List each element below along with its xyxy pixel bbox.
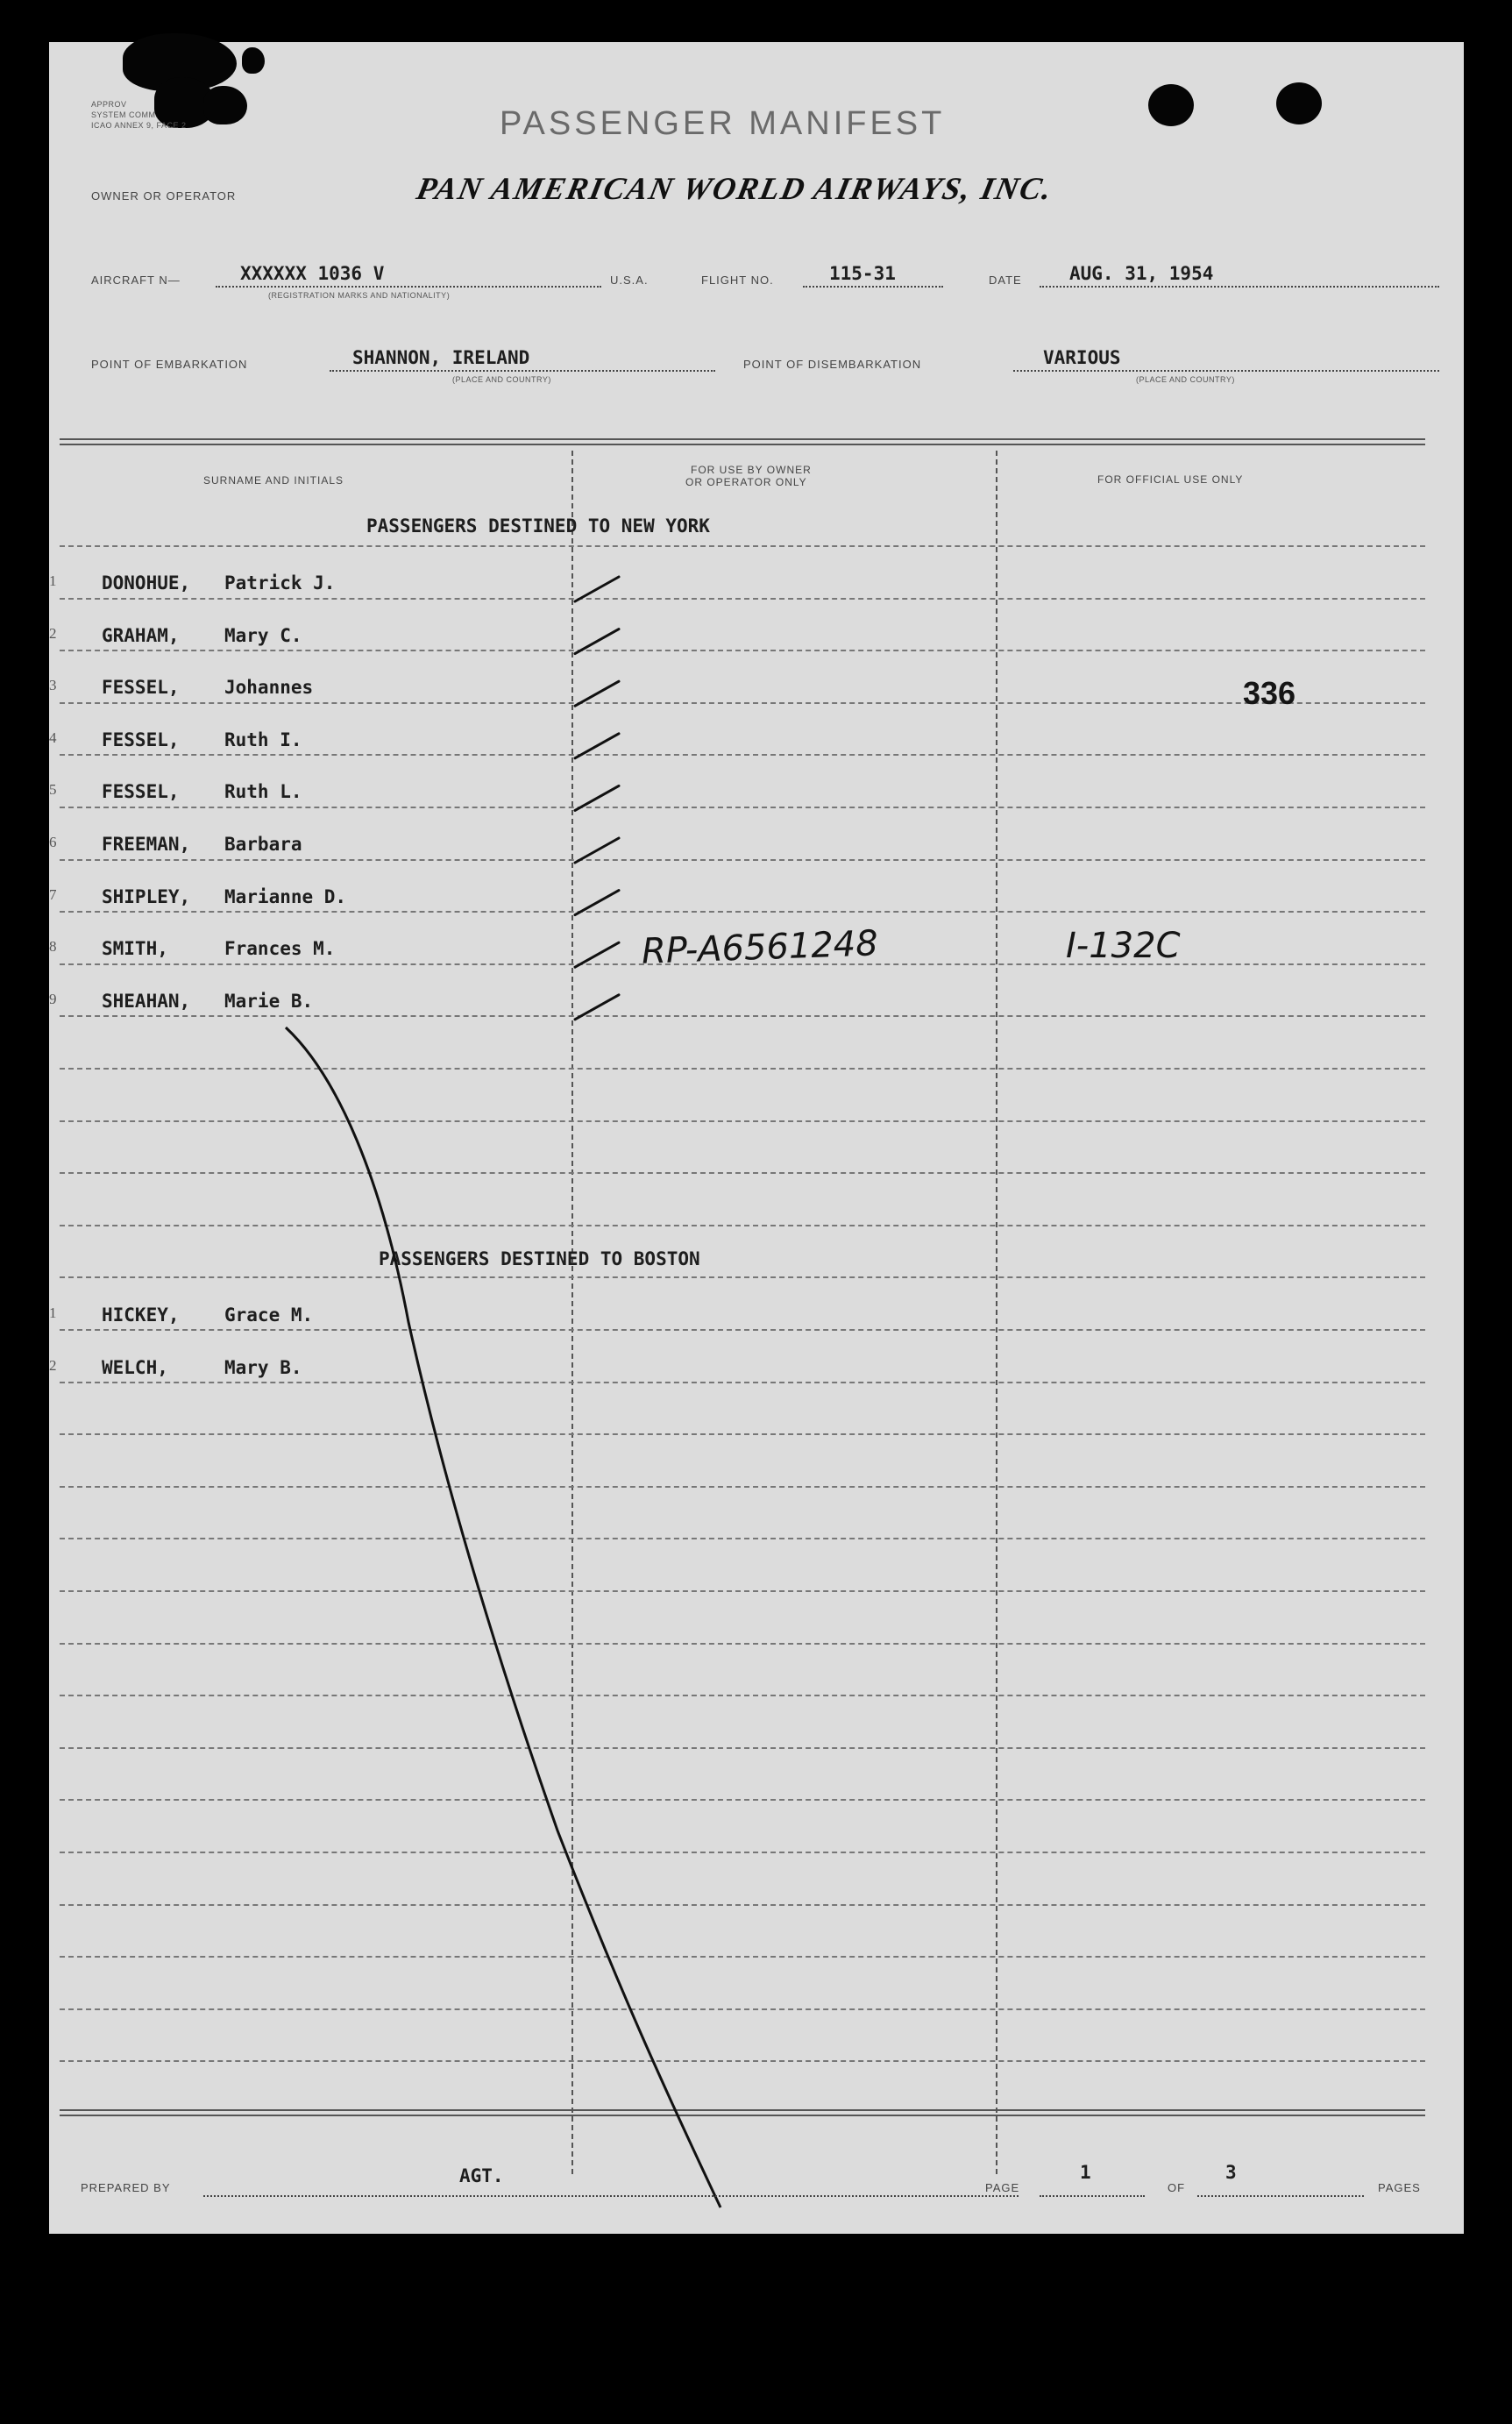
column-surname: SURNAME AND INITIALS — [203, 474, 344, 487]
approval-line: ICAO ANNEX 9, FACE 2 — [91, 121, 187, 130]
row-rule — [60, 807, 1425, 808]
column-owner-use: OR OPERATOR ONLY — [685, 476, 807, 488]
column-divider — [571, 451, 573, 2174]
row-rule — [60, 1015, 1425, 1017]
passenger-surname: SHEAHAN, — [102, 991, 191, 1012]
row-rule — [60, 598, 1425, 600]
column-divider — [996, 451, 997, 2174]
row-rule — [60, 1643, 1425, 1645]
column-official-use: FOR OFFICIAL USE ONLY — [1097, 473, 1244, 486]
passenger-number: 3 — [49, 677, 57, 693]
owner-value: PAN AMERICAN WORLD AIRWAYS, INC. — [413, 171, 1057, 206]
passport-number: RP-A6561248 — [641, 923, 879, 972]
approval-line: APPROV — [91, 100, 127, 109]
row-rule — [60, 702, 1425, 704]
passenger-given-name: Barbara — [224, 834, 302, 855]
passenger-given-name: Ruth L. — [224, 781, 302, 802]
page-underline — [1040, 2195, 1145, 2197]
date-label: DATE — [989, 274, 1022, 287]
passenger-number: 5 — [49, 781, 57, 798]
ink-blot — [203, 86, 247, 124]
punch-hole-right — [1276, 82, 1322, 124]
row-rule — [60, 911, 1425, 913]
passenger-given-name: Mary B. — [224, 1357, 302, 1378]
row-rule — [60, 1486, 1425, 1488]
row-rule — [60, 1904, 1425, 1906]
official-number: 336 — [1243, 675, 1296, 711]
date-value: AUG. 31, 1954 — [1069, 263, 1214, 284]
group-heading: PASSENGERS DESTINED TO BOSTON — [379, 1248, 700, 1269]
row-rule — [60, 2008, 1425, 2010]
row-rule — [60, 1799, 1425, 1801]
prepared-underline — [203, 2195, 1019, 2197]
passenger-surname: SMITH, — [102, 938, 168, 959]
row-rule — [60, 1695, 1425, 1696]
row-rule — [60, 1590, 1425, 1592]
embark-sub: (PLACE AND COUNTRY) — [452, 375, 551, 384]
approval-line: SYSTEM COMM. — [91, 110, 159, 119]
row-rule — [60, 1120, 1425, 1122]
disembark-value: VARIOUS — [1043, 347, 1121, 368]
embark-value: SHANNON, IRELAND — [352, 347, 530, 368]
flight-value: 115-31 — [829, 263, 896, 284]
passenger-surname: SHIPLEY, — [102, 886, 191, 907]
embark-underline — [330, 370, 715, 372]
row-rule — [60, 1276, 1425, 1278]
passenger-number: 9 — [49, 991, 57, 1007]
aircraft-label: AIRCRAFT N— — [91, 274, 181, 287]
footer-rule — [60, 2109, 1425, 2111]
passenger-surname: FESSEL, — [102, 729, 180, 750]
passenger-number: 7 — [49, 886, 57, 903]
row-rule — [60, 1382, 1425, 1383]
footer-rule — [60, 2115, 1425, 2116]
disembark-underline — [1013, 370, 1439, 372]
date-underline — [1040, 286, 1439, 288]
row-rule — [60, 650, 1425, 651]
passenger-number: 2 — [49, 1357, 57, 1374]
row-rule — [60, 1538, 1425, 1539]
aircraft-sub: (REGISTRATION MARKS AND NATIONALITY) — [268, 291, 451, 300]
header-rule — [60, 438, 1425, 440]
punch-hole-left — [1148, 84, 1194, 126]
page-value: 1 — [1080, 2162, 1091, 2183]
header-rule — [60, 444, 1425, 445]
row-rule — [60, 1433, 1425, 1435]
column-owner-use: FOR USE BY OWNER — [691, 464, 812, 476]
passenger-surname: FESSEL, — [102, 677, 180, 698]
pages-label: PAGES — [1378, 2181, 1421, 2194]
row-rule — [60, 1068, 1425, 1070]
disembark-label: POINT OF DISEMBARKATION — [743, 358, 922, 371]
passenger-surname: WELCH, — [102, 1357, 168, 1378]
row-rule — [60, 1329, 1425, 1331]
row-rule — [60, 1225, 1425, 1226]
row-rule — [60, 2060, 1425, 2062]
of-value: 3 — [1225, 2162, 1237, 2183]
page-title: PASSENGER MANIFEST — [500, 105, 946, 142]
official-code: I-132C — [1066, 926, 1181, 966]
aircraft-value: XXXXXX 1036 V — [240, 263, 385, 284]
passenger-surname: GRAHAM, — [102, 625, 180, 646]
passenger-given-name: Marianne D. — [224, 886, 347, 907]
owner-label: OWNER OR OPERATOR — [91, 189, 237, 203]
embark-label: POINT OF EMBARKATION — [91, 358, 248, 371]
group-heading: PASSENGERS DESTINED TO NEW YORK — [366, 515, 710, 537]
passenger-number: 1 — [49, 1304, 57, 1321]
ink-blot — [242, 47, 265, 74]
passenger-number: 8 — [49, 938, 57, 955]
row-rule — [60, 1747, 1425, 1749]
prepared-label: PREPARED BY — [81, 2181, 171, 2194]
passenger-surname: HICKEY, — [102, 1304, 180, 1326]
passenger-given-name: Frances M. — [224, 938, 336, 959]
passenger-given-name: Grace M. — [224, 1304, 314, 1326]
passenger-number: 2 — [49, 625, 57, 642]
manifest-page — [49, 42, 1464, 2234]
passenger-given-name: Ruth I. — [224, 729, 302, 750]
passenger-number: 1 — [49, 572, 57, 589]
page-label: PAGE — [985, 2181, 1020, 2194]
passenger-number: 4 — [49, 729, 57, 746]
passenger-surname: FESSEL, — [102, 781, 180, 802]
row-rule — [60, 1852, 1425, 1853]
row-rule — [60, 1956, 1425, 1958]
passenger-given-name: Mary C. — [224, 625, 302, 646]
passenger-surname: FREEMAN, — [102, 834, 191, 855]
row-rule — [60, 545, 1425, 547]
row-rule — [60, 859, 1425, 861]
passenger-given-name: Marie B. — [224, 991, 314, 1012]
disembark-sub: (PLACE AND COUNTRY) — [1136, 375, 1235, 384]
of-label: OF — [1168, 2181, 1186, 2194]
flight-label: FLIGHT NO. — [701, 274, 774, 287]
row-rule — [60, 1172, 1425, 1174]
passenger-given-name: Patrick J. — [224, 572, 336, 594]
aircraft-underline — [216, 286, 601, 288]
row-rule — [60, 754, 1425, 756]
flight-underline — [803, 286, 943, 288]
passenger-given-name: Johannes — [224, 677, 314, 698]
country-label: U.S.A. — [610, 274, 649, 287]
passenger-surname: DONOHUE, — [102, 572, 191, 594]
pen-stroke — [286, 1027, 721, 2207]
of-underline — [1197, 2195, 1364, 2197]
passenger-number: 6 — [49, 834, 57, 850]
prepared-value: AGT. — [459, 2165, 504, 2186]
